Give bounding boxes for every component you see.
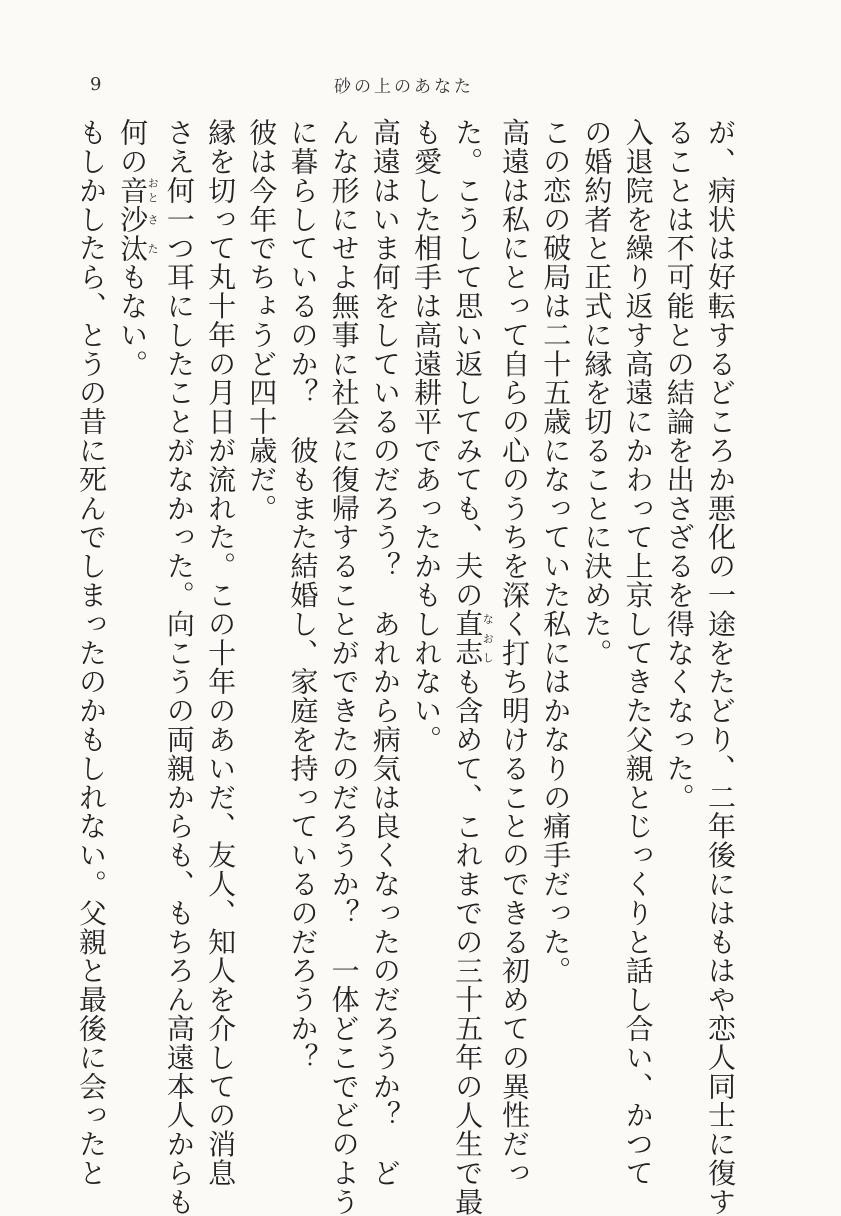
ruby-naoshi [451,609,495,668]
text-line: に暮らしているのか？ 彼もまた結婚し、家庭を持っているのだろうか？ [286,118,320,1072]
text-line: も愛した相手は高遠耕平であったかもしれない。 [410,118,444,754]
page-number: 9 [90,74,102,95]
text-segment: た。こうして思い返してみても、夫の [451,118,485,610]
text-line [447,118,495,1216]
text-segment: 何の [116,118,150,176]
text-line: 縁を切って丸十年の月日が流れた。この十年のあいだ、友人、知人を介しての消息 [204,118,238,1188]
text-line: んな形にせよ無事に社会に復帰することができたのだろうか？ 一体どこでどのよう [327,118,361,1216]
text-line: ることは不可能との結論を出さざるを得なくなった。 [662,118,696,812]
body-text [71,118,741,1216]
text-line [112,118,159,1128]
text-line: この恋の破局は二十五歳になっていた私にはかなりの痛手だった。 [539,118,573,985]
ruby-base: 沙汰 [116,204,150,263]
ruby-reading: おと [146,175,160,205]
ruby-base: 直志 [451,609,485,668]
text-line: の婚約者と正式に縁を切ることに決めた。 [580,118,614,668]
text-segment: もない。 [116,262,150,379]
text-line: が、病状は好転するどころか悪化の一途をたどり、二年後にはもはや恋人同士に復す [704,118,737,1216]
ruby-reading: なおし [481,609,495,668]
ruby-sata [116,204,160,263]
text-segment: も含めて、これまでの三十五年の人生で最 [451,667,485,1216]
text-line: 入退院を繰り返す高遠にかわって上京してきた父親とじっくりと話し合い、かつて [621,118,655,1188]
ruby-base: 音 [116,175,150,205]
ruby-oto [116,175,160,205]
text-line: 高遠は私にとって自らの心のうちを深く打ち明けることのできる初めての異性だっ [497,118,531,1188]
text-line: 高遠はいま何をしているのだろう？ あれから病気は良くなったのだろうか？ ど [368,118,402,1188]
text-line: 彼は今年でちょうど四十歳だ。 [245,118,279,523]
text-line: さえ何一つ耳にしたことがなかった。向こうの両親からも、もちろん高遠本人からも [162,118,196,1216]
running-title: 砂の上のあなた [334,77,474,97]
text-line: もしかしたら、とうの昔に死んでしまったのかもしれない。父親と最後に会ったと [74,118,108,1188]
ruby-reading: さた [146,204,160,263]
